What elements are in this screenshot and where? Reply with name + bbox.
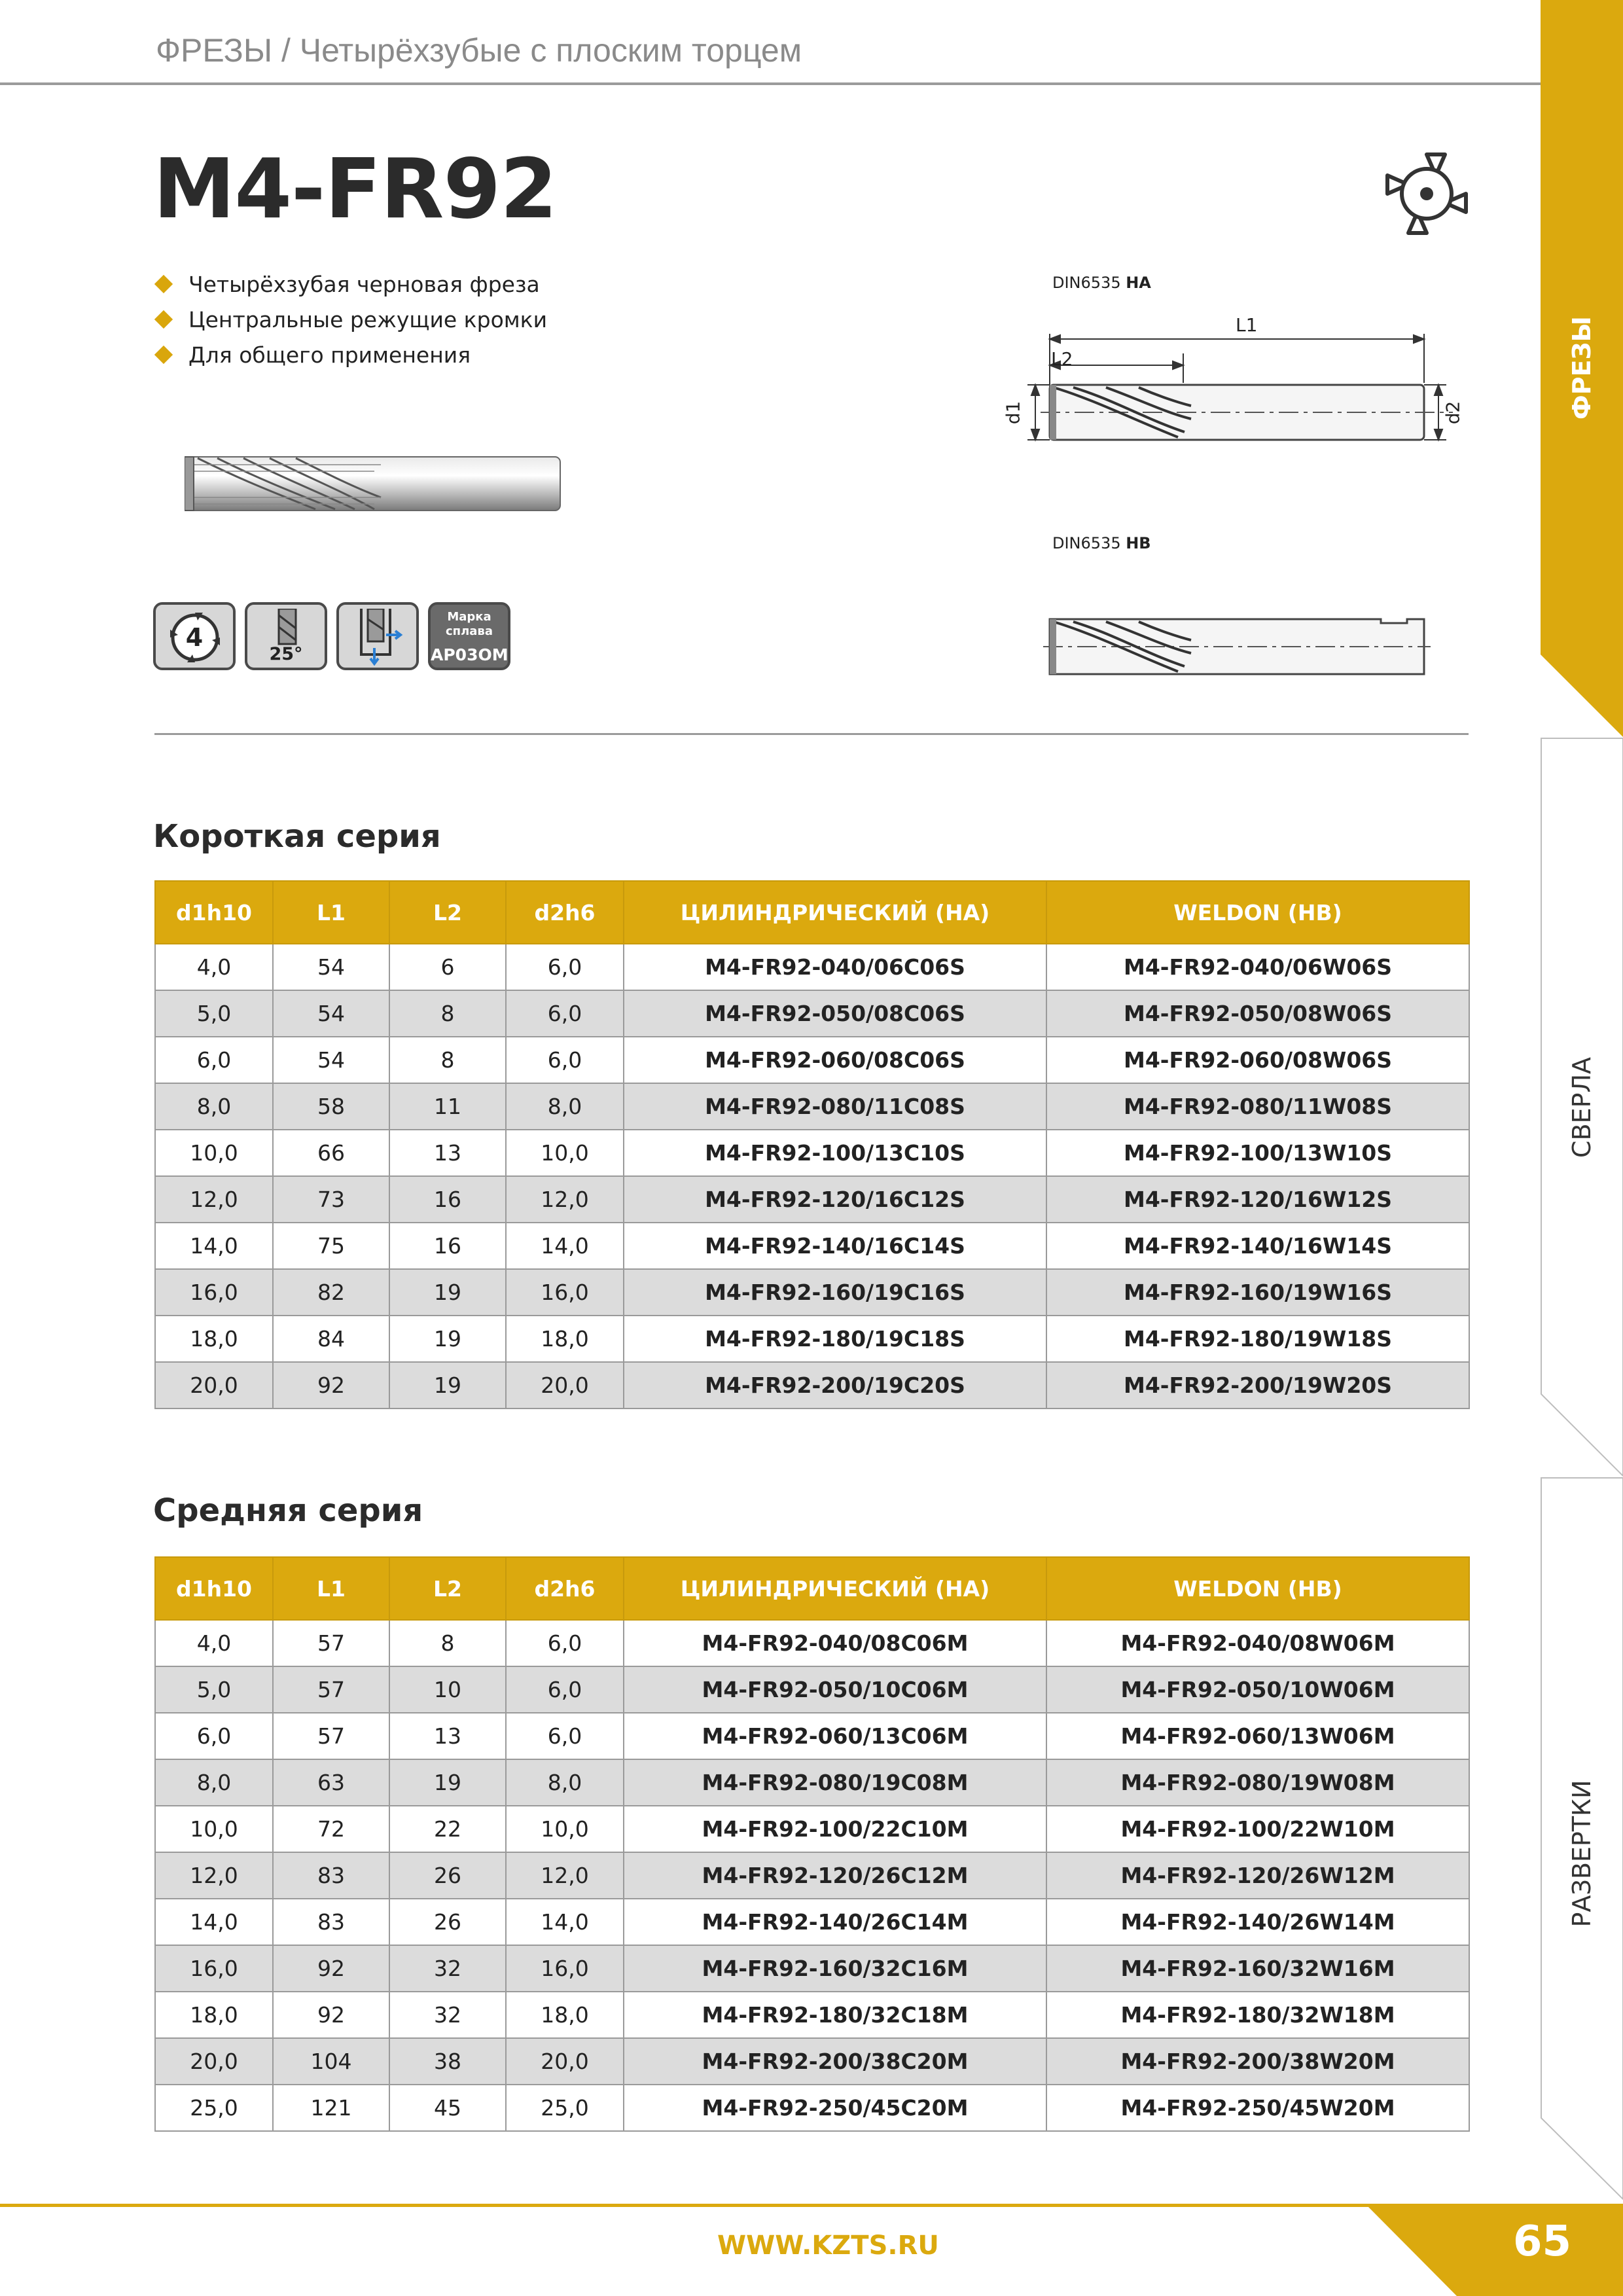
dimension-cell: 10,0 [155,1130,273,1176]
article-code-cell: M4-FR92-160/32C16M [624,1945,1046,1992]
flutes-badge [153,602,236,670]
dimension-cell: 13 [389,1130,506,1176]
article-code-cell: M4-FR92-100/13W10S [1046,1130,1469,1176]
dimension-cell: 5,0 [155,1666,273,1713]
alloy-grade: AP03OM [431,645,508,664]
table-row [155,1620,1469,1666]
dimension-cell: 54 [273,990,389,1037]
tab-milling[interactable] [1541,236,1623,497]
article-code-cell: M4-FR92-180/32C18M [624,1992,1046,2038]
dimension-cell: 5,0 [155,990,273,1037]
article-code-cell: M4-FR92-120/26W12M [1046,1852,1469,1899]
table-row [155,1899,1469,1945]
article-code-cell: M4-FR92-180/32W18M [1046,1992,1469,2038]
dimension-cell: 22 [389,1806,506,1852]
dimension-cell: 19 [389,1362,506,1408]
article-code-cell: M4-FR92-140/16C14S [624,1223,1046,1269]
section-divider [154,733,1469,735]
table-row [155,1759,1469,1806]
article-code-cell: M4-FR92-200/19W20S [1046,1362,1469,1408]
footer-divider [0,2204,1542,2207]
table-row [155,1223,1469,1269]
dimension-cell: 12,0 [155,1176,273,1223]
column-header: ЦИЛИНДРИЧЕСКИЙ (HA) [624,881,1046,944]
page-number: 65 [1513,2217,1572,2266]
dimension-cell: 45 [389,2085,506,2131]
drawing-hb [1041,614,1433,679]
column-header: WELDON (HB) [1046,881,1469,944]
feature-item [156,302,547,338]
dimension-cell: 84 [273,1316,389,1362]
tab-drills[interactable] [1541,975,1623,1237]
dimension-cell: 18,0 [506,1316,624,1362]
helix-angle-badge [245,602,327,670]
table-row [155,944,1469,990]
dimension-cell: 8,0 [506,1083,624,1130]
article-code-cell: M4-FR92-250/45W20M [1046,2085,1469,2131]
dimension-cell: 38 [389,2038,506,2085]
end-mill-product-image [185,452,565,517]
article-code-cell: M4-FR92-040/08W06M [1046,1620,1469,1666]
article-code-cell: M4-FR92-160/32W16M [1046,1945,1469,1992]
dimension-cell: 92 [273,1362,389,1408]
dimension-cell: 12,0 [155,1852,273,1899]
table-row [155,1945,1469,1992]
drawing-ha-type: HA [1126,274,1151,292]
column-header: d2h6 [506,881,624,944]
website-link[interactable]: WWW.KZTS.RU [717,2231,939,2261]
helix-angle: 25° [269,644,303,664]
flute-count: 4 [185,623,204,652]
dimension-cell: 14,0 [155,1899,273,1945]
dimension-cell: 18,0 [155,1992,273,2038]
dimension-cell: 83 [273,1852,389,1899]
tab-drills-label: СВЕРЛА [1567,1056,1596,1158]
dimension-cell: 14,0 [506,1223,624,1269]
dimension-cell: 12,0 [506,1852,624,1899]
dimension-cell: 104 [273,2038,389,2085]
dimension-cell: 54 [273,1037,389,1083]
header-divider [0,82,1542,85]
table-row [155,1666,1469,1713]
table-row [155,990,1469,1037]
tab-milling-label: ФРЕЗЫ [1567,316,1596,420]
article-code-cell: M4-FR92-080/19W08M [1046,1759,1469,1806]
table-row [155,1176,1469,1223]
dimension-cell: 20,0 [506,2038,624,2085]
article-code-cell: M4-FR92-100/22C10M [624,1806,1046,1852]
medium-series-title: Средняя серия [153,1492,423,1529]
article-code-cell: M4-FR92-180/19C18S [624,1316,1046,1362]
article-code-cell: M4-FR92-060/08W06S [1046,1037,1469,1083]
feature-item [156,267,547,302]
table-row [155,1269,1469,1316]
dimension-cell: 8,0 [155,1083,273,1130]
dimension-cell: 16,0 [155,1945,273,1992]
article-code-cell: M4-FR92-040/08C06M [624,1620,1046,1666]
dimension-cell: 10,0 [506,1130,624,1176]
diamond-bullet-icon [154,310,173,329]
article-code-cell: M4-FR92-060/13C06M [624,1713,1046,1759]
table-row [155,1852,1469,1899]
table-row [155,1130,1469,1176]
column-header: WELDON (HB) [1046,1557,1469,1620]
table-row [155,1083,1469,1130]
dimension-cell: 19 [389,1759,506,1806]
table-body [155,944,1469,1408]
article-code-cell: M4-FR92-250/45C20M [624,2085,1046,2131]
dimension-cell: 20,0 [506,1362,624,1408]
article-code-cell: M4-FR92-080/11C08S [624,1083,1046,1130]
tab-reamers[interactable] [1541,1721,1623,1983]
center-cutting-badge [336,602,419,670]
article-code-cell: M4-FR92-100/22W10M [1046,1806,1469,1852]
dimension-cell: 16 [389,1223,506,1269]
short-series-title: Короткая серия [153,818,441,855]
dimension-cell: 8,0 [506,1759,624,1806]
dimension-cell: 10 [389,1666,506,1713]
dimension-cell: 20,0 [155,1362,273,1408]
dimension-cell: 26 [389,1899,506,1945]
table-row [155,1992,1469,2038]
four-flute-section-icon [1382,149,1471,238]
dimension-cell: 16,0 [506,1269,624,1316]
dimension-cell: 12,0 [506,1176,624,1223]
center-cutting-icon [352,609,408,668]
dimension-cell: 66 [273,1130,389,1176]
dimension-cell: 4,0 [155,1620,273,1666]
dimension-cell: 8,0 [155,1759,273,1806]
column-header: L2 [389,1557,506,1620]
column-header: d2h6 [506,1557,624,1620]
article-code-cell: M4-FR92-140/26W14M [1046,1899,1469,1945]
dimension-cell: 57 [273,1666,389,1713]
dimension-cell: 16,0 [506,1945,624,1992]
helix-angle-icon [271,609,304,645]
article-code-cell: M4-FR92-120/16W12S [1046,1176,1469,1223]
dimension-cell: 92 [273,1992,389,2038]
dimension-cell: 58 [273,1083,389,1130]
dimension-cell: 26 [389,1852,506,1899]
dimension-cell: 32 [389,1992,506,2038]
alloy-label-line2: сплава [446,624,493,638]
drawing-hb-standard: DIN6535 [1052,534,1126,552]
feature-text: Центральные режущие кромки [188,307,548,332]
dimension-cell: 6,0 [155,1713,273,1759]
article-code-cell: M4-FR92-200/38W20M [1046,2038,1469,2085]
dimension-cell: 6,0 [155,1037,273,1083]
table-row [155,1806,1469,1852]
article-code-cell: M4-FR92-050/08W06S [1046,990,1469,1037]
article-code-cell: M4-FR92-100/13C10S [624,1130,1046,1176]
table-row [155,1713,1469,1759]
dimension-cell: 4,0 [155,944,273,990]
dimension-cell: 19 [389,1269,506,1316]
dimension-cell: 75 [273,1223,389,1269]
medium-series-table [154,1556,1470,2132]
dimension-cell: 6,0 [506,1620,624,1666]
dimension-cell: 6,0 [506,1037,624,1083]
dimension-cell: 13 [389,1713,506,1759]
drawing-hb-caption [1052,534,1151,552]
dimension-cell: 32 [389,1945,506,1992]
dimension-cell: 8 [389,1620,506,1666]
article-code-cell: M4-FR92-160/19C16S [624,1269,1046,1316]
breadcrumb: ФРЕЗЫ / Четырёхзубые с плоским торцем [156,32,802,69]
dimension-cell: 82 [273,1269,389,1316]
table-header-row [155,1557,1469,1620]
dimension-cell: 72 [273,1806,389,1852]
table-row [155,2038,1469,2085]
diamond-bullet-icon [154,346,173,364]
feature-text: Для общего применения [188,342,471,368]
article-code-cell: M4-FR92-120/16C12S [624,1176,1046,1223]
article-code-cell: M4-FR92-140/16W14S [1046,1223,1469,1269]
drawing-hb-type: HB [1126,534,1151,552]
dimension-cell: 54 [273,944,389,990]
article-code-cell: M4-FR92-040/06W06S [1046,944,1469,990]
article-code-cell: M4-FR92-060/08C06S [624,1037,1046,1083]
drawing-ha-standard: DIN6535 [1052,274,1126,292]
column-header: L1 [273,881,389,944]
article-code-cell: M4-FR92-200/19C20S [624,1362,1046,1408]
article-code-cell: M4-FR92-060/13W06M [1046,1713,1469,1759]
dimension-cell: 6,0 [506,944,624,990]
dimension-cell: 20,0 [155,2038,273,2085]
dimension-cell: 14,0 [506,1899,624,1945]
dim-d1-label: d1 [1002,401,1024,425]
dimension-cell: 57 [273,1713,389,1759]
article-code-cell: M4-FR92-140/26C14M [624,1899,1046,1945]
page-title: M4-FR92 [153,141,557,237]
tab-reamers-label: РАЗВЕРТКИ [1567,1780,1596,1928]
article-code-cell: M4-FR92-050/10C06M [624,1666,1046,1713]
table-header-row [155,881,1469,944]
drawing-ha-caption [1052,274,1151,292]
article-code-cell: M4-FR92-080/19C08M [624,1759,1046,1806]
dimension-cell: 73 [273,1176,389,1223]
article-code-cell: M4-FR92-040/06C06S [624,944,1046,990]
article-code-cell: M4-FR92-050/10W06M [1046,1666,1469,1713]
article-code-cell: M4-FR92-080/11W08S [1046,1083,1469,1130]
dim-l2-label: L2 [1051,348,1073,370]
dim-l1-label: L1 [1236,314,1258,336]
dimension-cell: 6,0 [506,1666,624,1713]
dimension-cell: 83 [273,1899,389,1945]
dimension-cell: 10,0 [506,1806,624,1852]
column-header: L2 [389,881,506,944]
dimension-cell: 8 [389,1037,506,1083]
article-code-cell: M4-FR92-120/26C12M [624,1852,1046,1899]
dimension-cell: 10,0 [155,1806,273,1852]
table-row [155,1316,1469,1362]
dimension-cell: 11 [389,1083,506,1130]
dimension-cell: 19 [389,1316,506,1362]
dim-d2-label: d2 [1442,401,1464,425]
short-series-table [154,880,1470,1409]
dimension-cell: 6,0 [506,1713,624,1759]
alloy-grade-badge [428,602,510,670]
alloy-label-line1: Марка [447,610,491,624]
dimension-cell: 8 [389,990,506,1037]
dimension-cell: 6 [389,944,506,990]
feature-list [156,267,547,373]
table-row [155,2085,1469,2131]
page-number-tab [1365,2204,1623,2296]
dimension-cell: 6,0 [506,990,624,1037]
feature-item [156,338,547,373]
dimension-cell: 16,0 [155,1269,273,1316]
feature-text: Четырёхзубая черновая фреза [188,272,540,297]
column-header: d1h10 [155,1557,273,1620]
table-body [155,1620,1469,2131]
diamond-bullet-icon [154,275,173,293]
article-code-cell: M4-FR92-200/38C20M [624,2038,1046,2085]
dimension-cell: 25,0 [155,2085,273,2131]
column-header: L1 [273,1557,389,1620]
table-row [155,1362,1469,1408]
dimension-cell: 14,0 [155,1223,273,1269]
dimension-cell: 18,0 [506,1992,624,2038]
column-header: d1h10 [155,881,273,944]
dimension-cell: 16 [389,1176,506,1223]
article-code-cell: M4-FR92-050/08C06S [624,990,1046,1037]
dimension-cell: 18,0 [155,1316,273,1362]
dimension-cell: 63 [273,1759,389,1806]
dimension-cell: 121 [273,2085,389,2131]
column-header: ЦИЛИНДРИЧЕСКИЙ (HA) [624,1557,1046,1620]
dimension-cell: 57 [273,1620,389,1666]
article-code-cell: M4-FR92-160/19W16S [1046,1269,1469,1316]
article-code-cell: M4-FR92-180/19W18S [1046,1316,1469,1362]
table-row [155,1037,1469,1083]
dimension-cell: 92 [273,1945,389,1992]
dimension-cell: 25,0 [506,2085,624,2131]
